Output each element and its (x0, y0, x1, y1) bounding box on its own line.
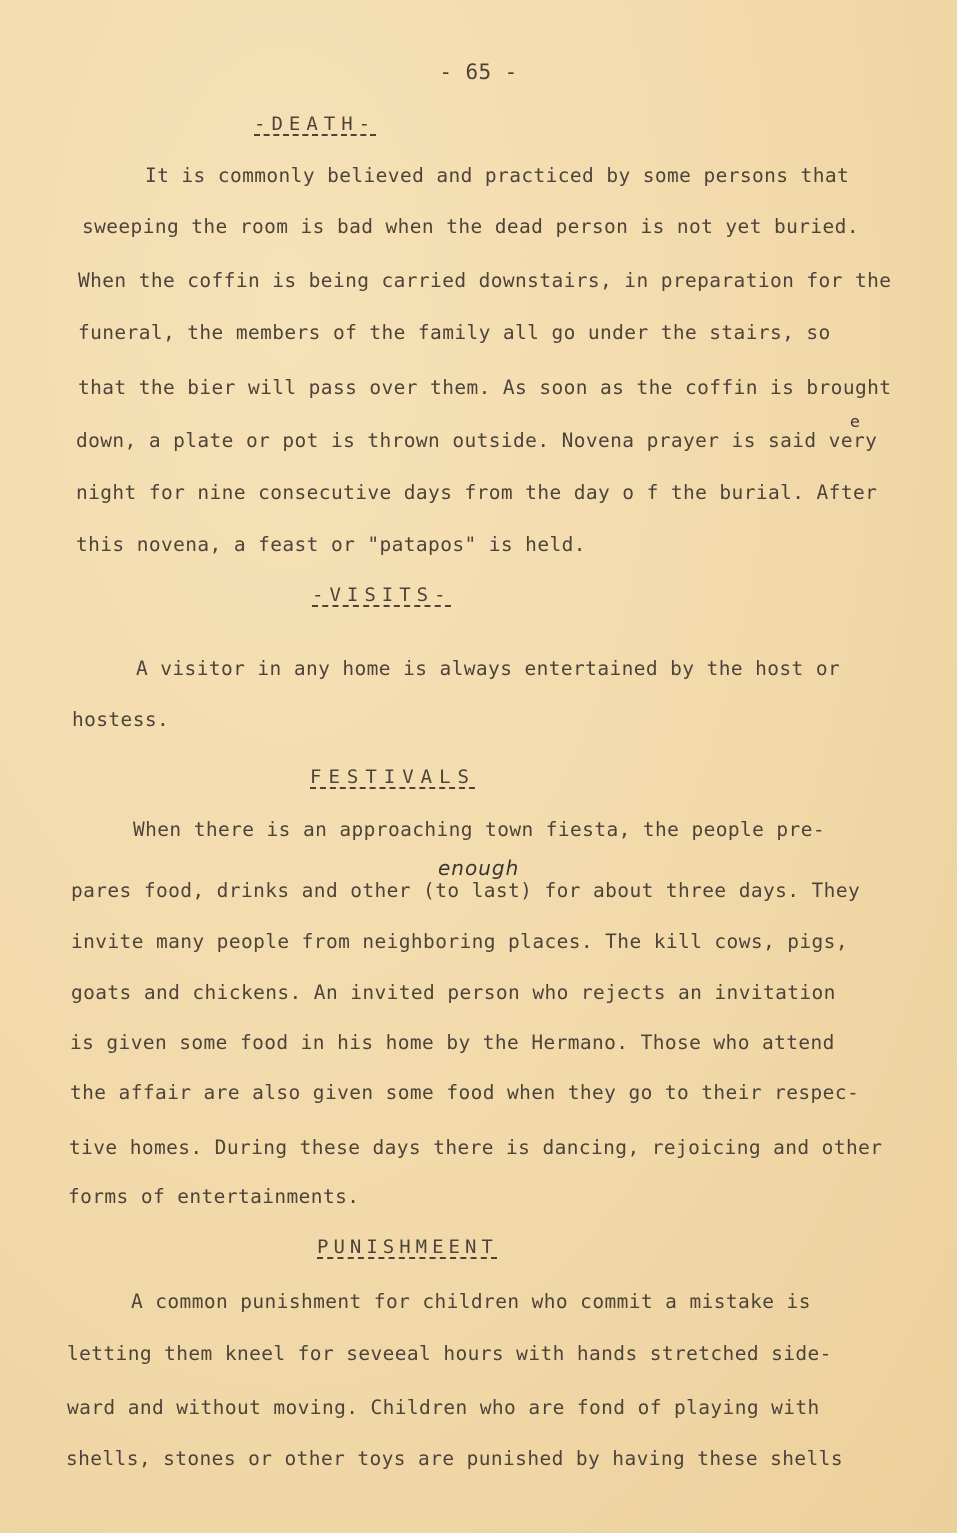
punishment-line-2: letting them kneel for seveeal hours with hands stretched side- (67, 1342, 832, 1365)
section-heading-death: -DEATH- (254, 113, 377, 135)
death-line-1: It is commonly believed and practiced by some persons that (145, 164, 850, 187)
festivals-line-2: pares food, drinks and other (to last) for about three days. They (71, 879, 861, 902)
page-number: - 65 - (439, 60, 518, 84)
handwritten-insert-enough: enough (438, 856, 520, 880)
punishment-line-4: shells, stones or other toys are punished by having these shells (66, 1447, 843, 1470)
section-heading-punishment: PUNISHMEENT (317, 1236, 498, 1258)
festivals-line-1: When there is an approaching town fiesta, the people pre- (133, 818, 825, 841)
death-line-3: When the coffin is being carried downstairs, in preparation for the (78, 269, 892, 292)
festivals-line-6: the affair are also given some food when they go to their respec- (70, 1081, 860, 1104)
section-heading-visits: -VISITS- (312, 584, 452, 606)
festivals-line-3: invite many people from neighboring places. The kill cows, pigs, (71, 930, 848, 953)
festivals-line-7: tive homes. During these days there is dancing, rejoicing and other (69, 1136, 883, 1159)
punishment-line-1: A common punishment for children who commit a mistake is (131, 1290, 811, 1313)
death-line-8: this novena, a feast or "patapos" is held. (76, 533, 586, 556)
section-heading-festivals: FESTIVALS (310, 766, 476, 788)
death-line-6: down, a plate or pot is thrown outside. Novena prayer is said very (76, 429, 878, 452)
festivals-line-5: is given some food in his home by the Hermano. Those who attend (70, 1031, 835, 1054)
festivals-line-4: goats and chickens. An invited person who rejects an invitation (71, 981, 836, 1004)
visits-line-1: A visitor in any home is always entertained by the host or (136, 657, 841, 680)
festivals-line-8: forms of entertainments. (68, 1185, 360, 1208)
death-line-5: that the bier will pass over them. As soon as the coffin is brought (78, 376, 892, 399)
death-line-7: night for nine consecutive days from the day o f the burial. After (76, 481, 878, 504)
death-line-4: funeral, the members of the family all go under the stairs, so (78, 321, 831, 344)
superscript-e-insert: e (850, 412, 861, 431)
death-line-2: sweeping the room is bad when the dead person is not yet buried. (82, 215, 859, 238)
punishment-line-3: ward and without moving. Children who are fond of playing with (67, 1396, 820, 1419)
visits-line-2: hostess. (72, 708, 170, 731)
